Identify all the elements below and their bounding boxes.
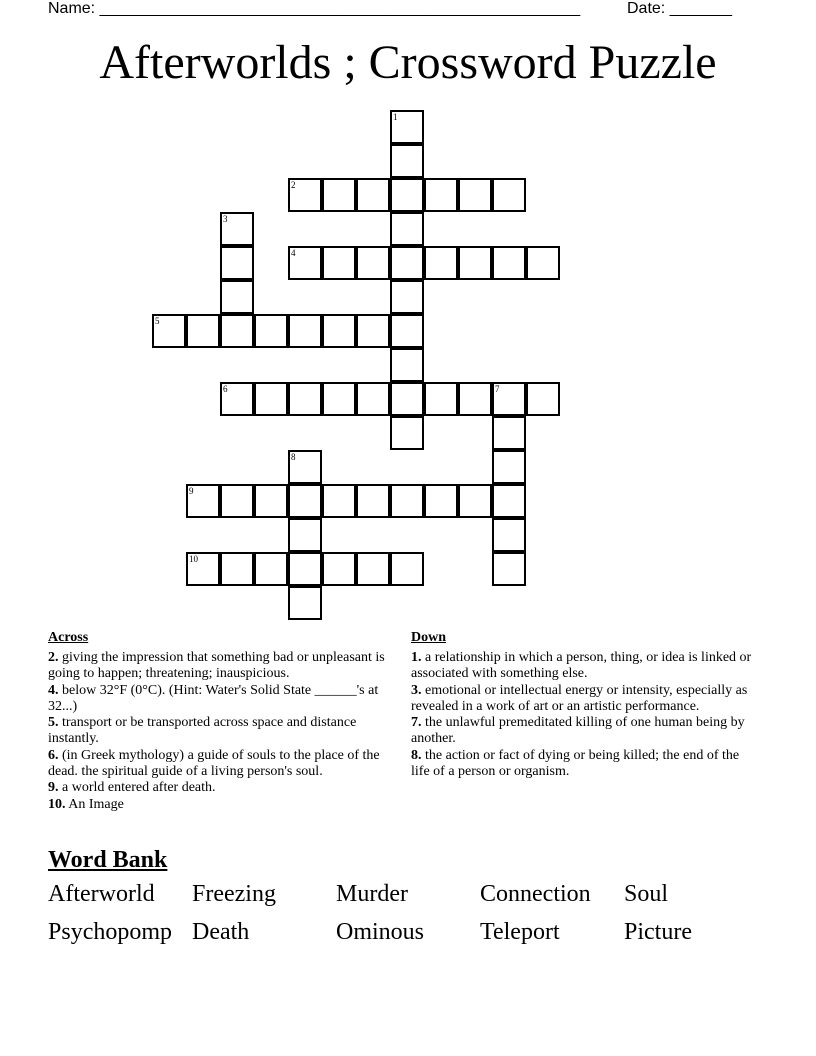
word-bank-item: Death xyxy=(192,919,250,945)
crossword-cell[interactable] xyxy=(322,314,356,348)
crossword-cell[interactable] xyxy=(424,178,458,212)
crossword-cell[interactable] xyxy=(424,484,458,518)
clue-across-4: 4. below 32°F (0°C). (Hint: Water's Solid State ______'s at 32...) xyxy=(48,682,379,714)
crossword-cell[interactable] xyxy=(288,382,322,416)
crossword-cell[interactable] xyxy=(492,382,526,416)
clue-across-10: 10. An Image xyxy=(48,796,124,812)
crossword-cell[interactable] xyxy=(220,382,254,416)
across-heading: Across xyxy=(48,630,89,645)
date-field-label: Date: _______ xyxy=(627,0,732,17)
crossword-cell[interactable] xyxy=(390,212,424,246)
crossword-cell[interactable] xyxy=(356,314,390,348)
clue-number-label: 6 xyxy=(223,384,228,394)
clue-number-label: 2 xyxy=(291,180,296,190)
crossword-cell[interactable] xyxy=(492,450,526,484)
clue-down-1: 1. a relationship in which a person, thing, or idea is linked or associated with something else. xyxy=(411,650,752,682)
crossword-cell[interactable] xyxy=(220,212,254,246)
word-bank xyxy=(48,880,768,946)
crossword-cell[interactable] xyxy=(492,246,526,280)
clue-down-3: 3. emotional or intellectual energy or intensity, especially as revealed in a work of art or an artistic performance. xyxy=(411,682,748,714)
crossword-cell[interactable] xyxy=(254,382,288,416)
crossword-cell[interactable] xyxy=(186,314,220,348)
crossword-cell[interactable] xyxy=(220,246,254,280)
crossword-cell[interactable] xyxy=(458,484,492,518)
word-bank-item: Freezing xyxy=(192,881,276,907)
header-line xyxy=(48,0,748,20)
crossword-cell[interactable] xyxy=(492,416,526,450)
crossword-cell[interactable] xyxy=(322,246,356,280)
crossword-cell[interactable] xyxy=(492,552,526,586)
crossword-cell[interactable] xyxy=(390,382,424,416)
crossword-cell[interactable] xyxy=(390,348,424,382)
clue-number-label: 9 xyxy=(189,486,194,496)
crossword-cell[interactable] xyxy=(322,178,356,212)
clue-number-label: 5 xyxy=(155,316,160,326)
name-field-label: Name: ______________________________________________________ xyxy=(48,0,581,17)
page-title: Afterworlds ; Crossword Puzzle xyxy=(99,36,717,89)
crossword-cell[interactable] xyxy=(424,382,458,416)
crossword-cell[interactable] xyxy=(254,484,288,518)
crossword-cell[interactable] xyxy=(390,484,424,518)
word-bank-item: Soul xyxy=(624,881,669,907)
clue-across-9: 9. a world entered after death. xyxy=(48,780,216,796)
clue-across-2: 2. giving the impression that something bad or unpleasant is going to happen; threatening; inauspicious. xyxy=(48,650,385,682)
crossword-cell[interactable] xyxy=(458,246,492,280)
crossword-cell[interactable] xyxy=(526,246,560,280)
crossword-cell[interactable] xyxy=(390,314,424,348)
word-bank-item: Picture xyxy=(624,919,692,945)
crossword-cell[interactable] xyxy=(254,552,288,586)
crossword-cell[interactable] xyxy=(390,416,424,450)
clue-number-label: 10 xyxy=(189,554,198,564)
word-bank-item: Connection xyxy=(480,881,591,907)
clue-number-label: 8 xyxy=(291,452,296,462)
crossword-cell[interactable] xyxy=(186,552,220,586)
crossword-cell[interactable] xyxy=(492,518,526,552)
crossword-cell[interactable] xyxy=(356,484,390,518)
word-bank-item: Ominous xyxy=(336,919,425,945)
crossword-cell[interactable] xyxy=(288,314,322,348)
crossword-cell[interactable] xyxy=(322,552,356,586)
crossword-cell[interactable] xyxy=(356,178,390,212)
crossword-cell[interactable] xyxy=(220,280,254,314)
crossword-cell[interactable] xyxy=(288,552,322,586)
crossword-cell[interactable] xyxy=(458,178,492,212)
crossword-cell[interactable] xyxy=(356,552,390,586)
crossword-cell[interactable] xyxy=(526,382,560,416)
clue-down-8: 8. the action or fact of dying or being killed; the end of the life of a person or organism. xyxy=(411,747,740,780)
crossword-cell[interactable] xyxy=(458,382,492,416)
word-bank-item: Afterworld xyxy=(48,881,155,907)
crossword-cell[interactable] xyxy=(220,314,254,348)
crossword-cell[interactable] xyxy=(492,484,526,518)
crossword-cell[interactable] xyxy=(186,484,220,518)
crossword-cell[interactable] xyxy=(220,484,254,518)
crossword-cell[interactable] xyxy=(390,552,424,586)
clue-number-label: 1 xyxy=(393,112,398,122)
crossword-cell[interactable] xyxy=(322,382,356,416)
word-bank-item: Murder xyxy=(336,881,408,907)
word-bank-item: Psychopomp xyxy=(48,919,173,945)
crossword-cell[interactable] xyxy=(152,314,186,348)
clue-number-label: 3 xyxy=(223,214,228,224)
clue-number-label: 7 xyxy=(495,384,500,394)
word-bank-item: Teleport xyxy=(480,919,560,945)
crossword-cell[interactable] xyxy=(356,246,390,280)
crossword-cell[interactable] xyxy=(288,450,322,484)
crossword-cell[interactable] xyxy=(356,382,390,416)
crossword-cell[interactable] xyxy=(254,314,288,348)
word-bank-title: Word Bank xyxy=(48,847,168,873)
crossword-cell[interactable] xyxy=(288,586,322,620)
across-clues xyxy=(48,630,403,813)
crossword-cell[interactable] xyxy=(390,280,424,314)
crossword-cell[interactable] xyxy=(288,484,322,518)
crossword-cell[interactable] xyxy=(390,178,424,212)
crossword-cell[interactable] xyxy=(424,246,458,280)
clue-across-5: 5. transport or be transported across space and distance instantly. xyxy=(48,715,357,747)
down-heading: Down xyxy=(411,630,447,645)
crossword-cell[interactable] xyxy=(390,144,424,178)
crossword-cell[interactable] xyxy=(288,178,322,212)
clue-number-label: 4 xyxy=(291,248,296,258)
crossword-cell[interactable] xyxy=(288,246,322,280)
crossword-cell[interactable] xyxy=(220,552,254,586)
clue-across-6: 6. (in Greek mythology) a guide of souls to the place of the dead. the spiritual guide of a living person's soul. xyxy=(48,747,380,780)
crossword-cell[interactable] xyxy=(288,518,322,552)
crossword-cell[interactable] xyxy=(322,484,356,518)
clue-down-7: 7. the unlawful premeditated killing of one human being by another. xyxy=(411,715,745,747)
crossword-cell[interactable] xyxy=(492,178,526,212)
crossword-cell[interactable] xyxy=(390,246,424,280)
down-clues xyxy=(411,630,761,780)
crossword-cell[interactable] xyxy=(390,110,424,144)
